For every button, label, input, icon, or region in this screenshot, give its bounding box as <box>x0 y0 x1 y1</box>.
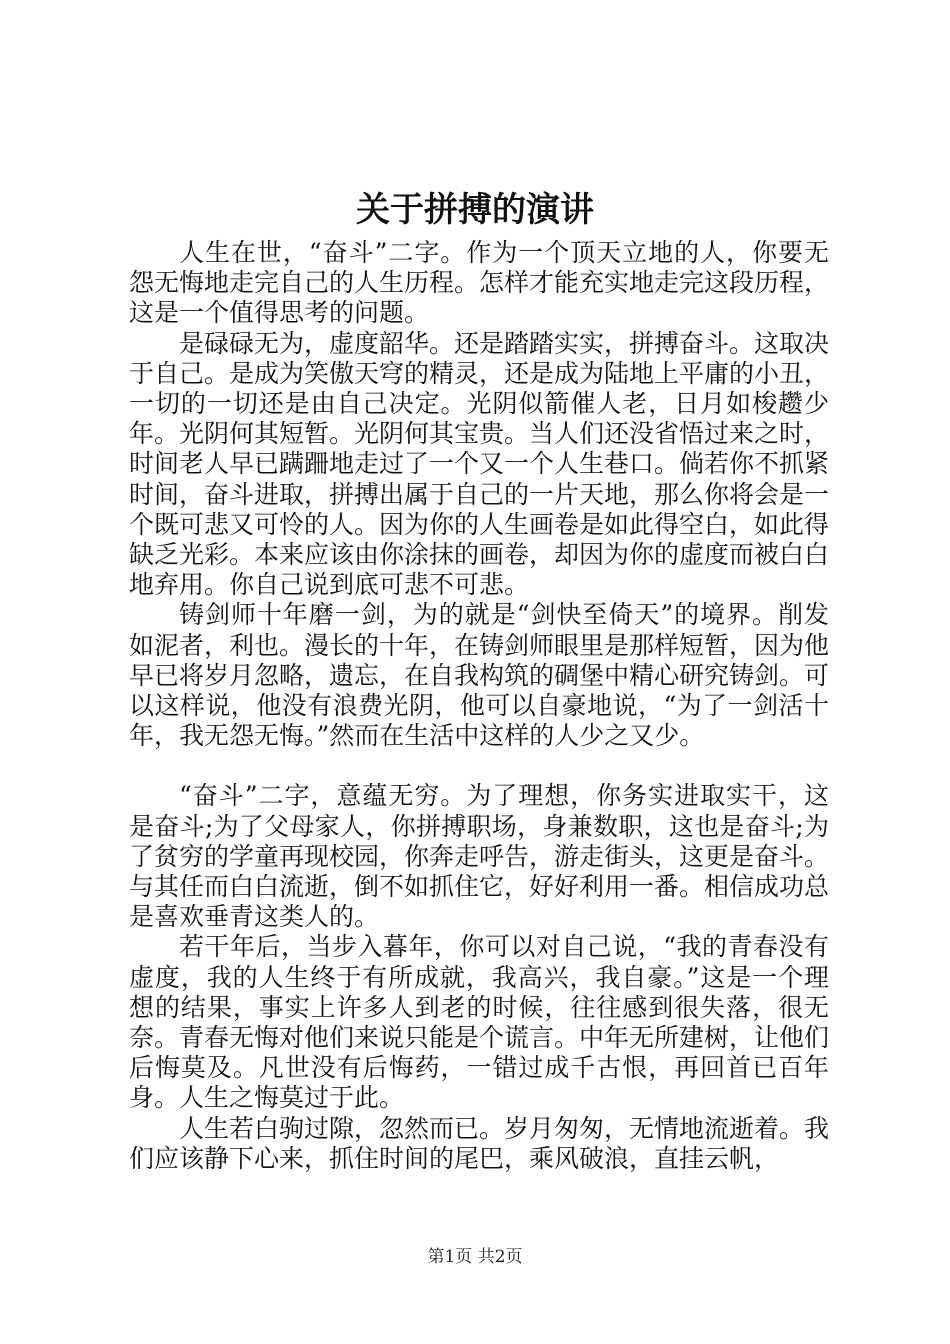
page-footer: 第1页 共2页 <box>427 1247 523 1267</box>
paragraph-4: “奋斗”二字，意蕴无穷。为了理想，你务实进取实干，这是奋斗;为了父母家人，你拼搏职场，身兼数职，这也是奋斗;为了贫穷的学童再现校园，你奔走呼告，游走街头，这更是奋斗。与其任而白白流逝，倒不如抓住它，好好利用一番。相信成功总是喜欢垂青这类人的。 <box>129 781 830 932</box>
paragraph-gap <box>129 751 829 781</box>
paragraph-2: 是碌碌无为，虚度韶华。还是踏踏实实，拼搏奋斗。这取决于自己。是成为笑傲天穹的精灵，还是成为陆地上平庸的小丑，一切的一切还是由自己决定。光阴似箭催人老，日月如梭趱少年。光阴何其短暂。光阴何其宝贵。当人们还没省悟过来之时，时间老人早已蹒跚地走过了一个又一个人生巷口。倘若你不抓紧时间，奋斗进取，拼搏出属于自己的一片天地，那么你将会是一个既可悲又可怜的人。因为你的人生画卷是如此得空白，如此得缺乏光彩。本来应该由你涂抹的画卷，却因为你的虚度而被白白地弃用。你自己说到底可悲不可悲。 <box>129 328 830 600</box>
paragraph-5: 若干年后，当步入暮年，你可以对自己说，“我的青春没有虚度，我的人生终于有所成就，我高兴，我自豪。”这是一个理想的结果，事实上许多人到老的时候，往往感到很失落，很无奈。青春无悔对他们来说只能是个谎言。中年无所建树，让他们后悔莫及。凡世没有后悔药，一错过成千古恨，再回首已百年身。人生之悔莫过于此。 <box>129 932 830 1113</box>
paragraph-1: 人生在世，“奋斗”二字。作为一个顶天立地的人，你要无怨无悔地走完自己的人生历程。怎样才能充实地走完这段历程，这是一个值得思考的问题。 <box>129 238 830 328</box>
paragraph-3: 铸剑师十年磨一剑，为的就是“剑快至倚天”的境界。削发如泥者，利也。漫长的十年，在铸剑师眼里是那样短暂，因为他早已将岁月忽略，遗忘，在自我构筑的碉堡中精心研究铸剑。可以这样说，他没有浪费光阴，他可以自豪地说，“为了一剑活十年，我无怨无悔。”然而在生活中这样的人少之又少。 <box>129 600 830 751</box>
document-title: 关于拼搏的演讲 <box>356 190 594 230</box>
document-body <box>129 238 829 1174</box>
paragraph-6: 人生若白驹过隙，忽然而已。岁月匆匆，无情地流逝着。我们应该静下心来，抓住时间的尾巴，乘风破浪，直挂云帆， <box>129 1113 830 1173</box>
